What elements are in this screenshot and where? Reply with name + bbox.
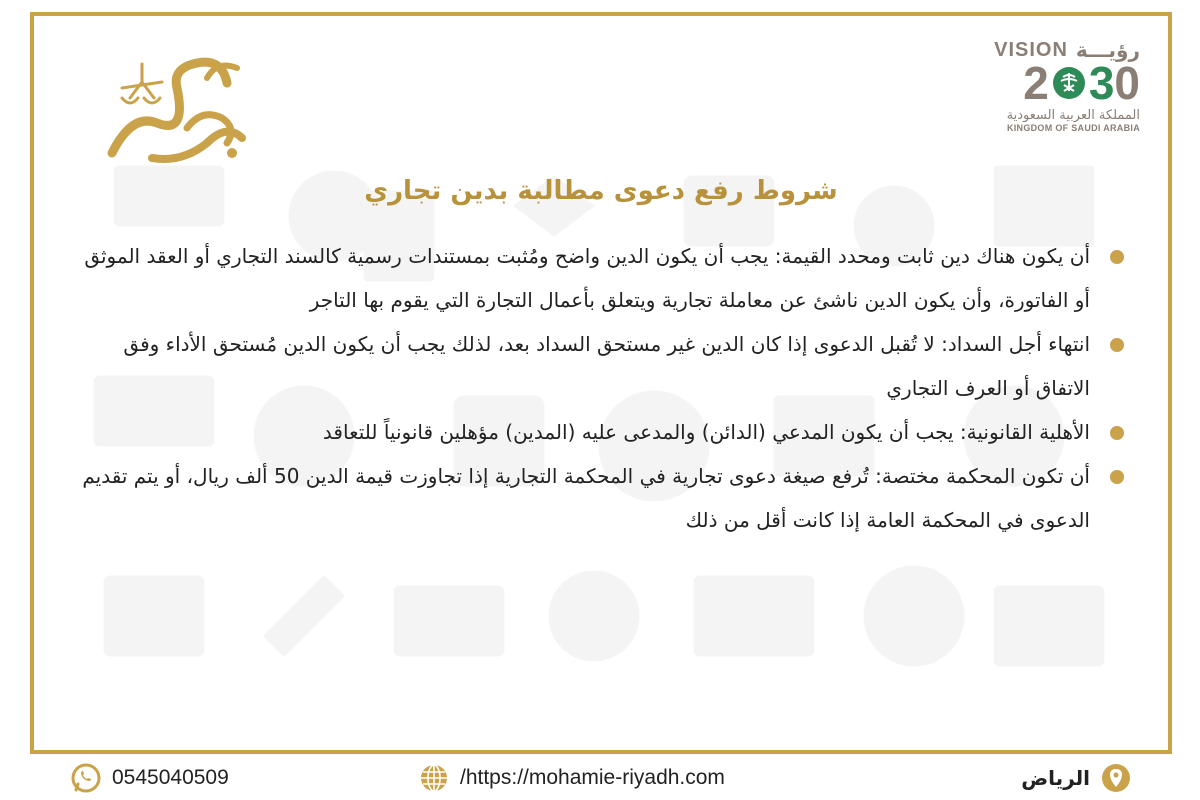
vision-2030-logo xyxy=(970,38,1140,148)
contact-footer xyxy=(0,758,1200,800)
conditions-list xyxy=(68,234,1128,542)
vision-en-text: VISION xyxy=(994,38,1068,61)
bullet-icon xyxy=(1110,338,1124,352)
list-item xyxy=(68,234,1128,322)
page-title: شروط رفع دعوى مطالبة بدين تجاري xyxy=(364,176,838,206)
kingdom-ar-text: المملكة العربية السعودية xyxy=(1006,108,1140,123)
list-item-text: انتهاء أجل السداد: لا تُقبل الدعوى إذا كان الدين غير مستحق السداد بعد، لذلك يجب أن يكون الدين مُستحق الأداء وفق الاتفاق أو العرف التجاري xyxy=(123,332,1090,400)
year-digit-0: 0 xyxy=(1114,57,1140,109)
bullet-icon xyxy=(1110,250,1124,264)
phone-number: 0545040509 xyxy=(112,766,229,789)
palm-emblem-icon xyxy=(1051,65,1087,101)
location-text: الرياض xyxy=(1021,766,1090,790)
list-item-text: أن تكون المحكمة مختصة: تُرفع صيغة دعوى تجارية في المحكمة التجارية إذا تجاوزت قيمة الدين 50 ألف ريال، أو يتم تقديم الدعوى في المحكمة العامة إذا كانت أقل من ذلك xyxy=(82,464,1090,532)
phone-contact[interactable] xyxy=(70,762,229,794)
bullet-icon xyxy=(1110,426,1124,440)
whatsapp-icon xyxy=(70,762,102,794)
kingdom-en-text: KINGDOM OF SAUDI ARABIA xyxy=(1006,123,1140,133)
year-digit-2: 2 xyxy=(1023,57,1049,109)
content-frame xyxy=(30,12,1172,754)
website-link[interactable] xyxy=(418,762,725,794)
list-item xyxy=(68,410,1128,454)
list-item-text: الأهلية القانونية: يجب أن يكون المدعي (الدائن) والمدعى عليه (المدين) مؤهلين قانونياً للتعاقد xyxy=(322,420,1090,444)
location-info xyxy=(1021,762,1132,794)
bullet-icon xyxy=(1110,470,1124,484)
vision-year xyxy=(970,57,1140,109)
list-item xyxy=(68,454,1128,542)
year-digit-3: 3 xyxy=(1088,57,1115,109)
website-url: /https://mohamie-riyadh.com xyxy=(460,766,725,789)
list-item-text: أن يكون هناك دين ثابت ومحدد القيمة: يجب أن يكون الدين واضح ومُثبت بمستندات رسمية كالسند التجاري أو العقد الموثق أو الفاتورة، وأن يكون الدين ناشئ عن معاملة تجارية ويتعلق بأعمال التجارة التي يقوم بها التاجر xyxy=(84,244,1090,312)
list-item xyxy=(68,322,1128,410)
vision-ar-text: رؤيـــة xyxy=(1075,38,1140,62)
map-pin-icon xyxy=(1100,762,1132,794)
calligraphy-logo xyxy=(92,38,252,178)
globe-icon xyxy=(418,762,450,794)
